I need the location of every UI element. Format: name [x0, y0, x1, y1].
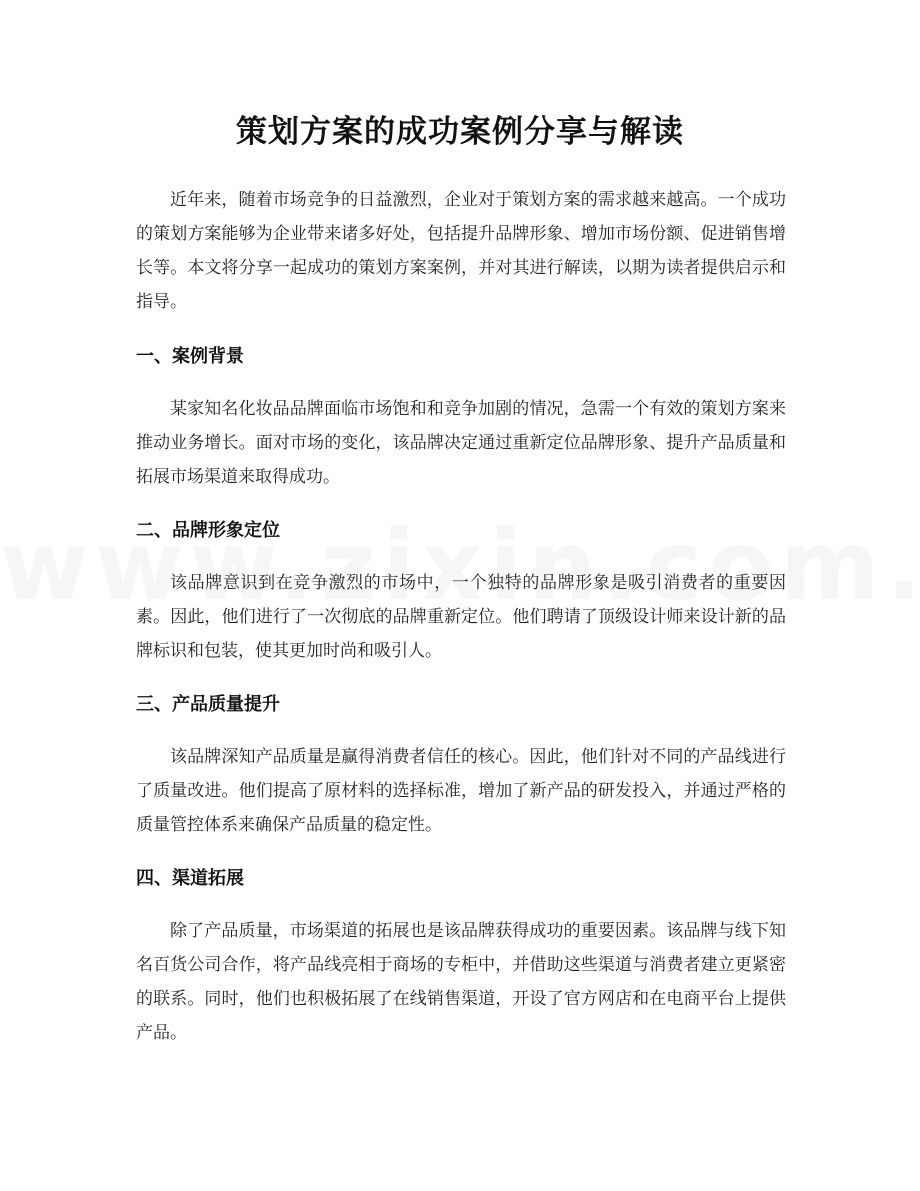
section-paragraph-product-quality: 该品牌深知产品质量是赢得消费者信任的核心。因此，他们针对不同的产品线进行了质量改进。他们提高了原材料的选择标准，增加了新产品的研发投入，并通过严格的质量管控体系来确保产品质量的稳定性。 [136, 747, 786, 835]
intro-paragraph: 近年来，随着市场竞争的日益激烈，企业对于策划方案的需求越来越高。一个成功的策划方案能够为企业带来诸多好处，包括提升品牌形象、增加市场份额、促进销售增长等。本文将分享一起成功的策划方案案例，并对其进行解读，以期为读者提供启示和指导。 [136, 190, 786, 312]
section-heading-channel-expansion: 四、渠道拓展 [136, 868, 244, 889]
section-heading-brand-image: 二、品牌形象定位 [136, 520, 280, 541]
section-paragraph-background: 某家知名化妆品品牌面临市场饱和和竞争加剧的情况，急需一个有效的策划方案来推动业务增长。面对市场的变化，该品牌决定通过重新定位品牌形象、提升产品质量和拓展市场渠道来取得成功。 [136, 399, 786, 487]
section-paragraph-channel-expansion: 除了产品质量，市场渠道的拓展也是该品牌获得成功的重要因素。该品牌与线下知名百货公司合作，将产品线亮相于商场的专柜中，并借助这些渠道与消费者建立更紧密的联系。同时，他们也积极拓展了在线销售渠道，开设了官方网店和在电商平台上提供产品。 [136, 921, 786, 1043]
section-heading-background: 一、案例背景 [136, 346, 244, 367]
page-title: 策划方案的成功案例分享与解读 [236, 114, 684, 150]
section-paragraph-brand-image: 该品牌意识到在竞争激烈的市场中，一个独特的品牌形象是吸引消费者的重要因素。因此，他们进行了一次彻底的品牌重新定位。他们聘请了顶级设计师来设计新的品牌标识和包装，使其更加时尚和吸引人。 [136, 573, 786, 661]
section-heading-product-quality: 三、产品质量提升 [136, 694, 280, 715]
